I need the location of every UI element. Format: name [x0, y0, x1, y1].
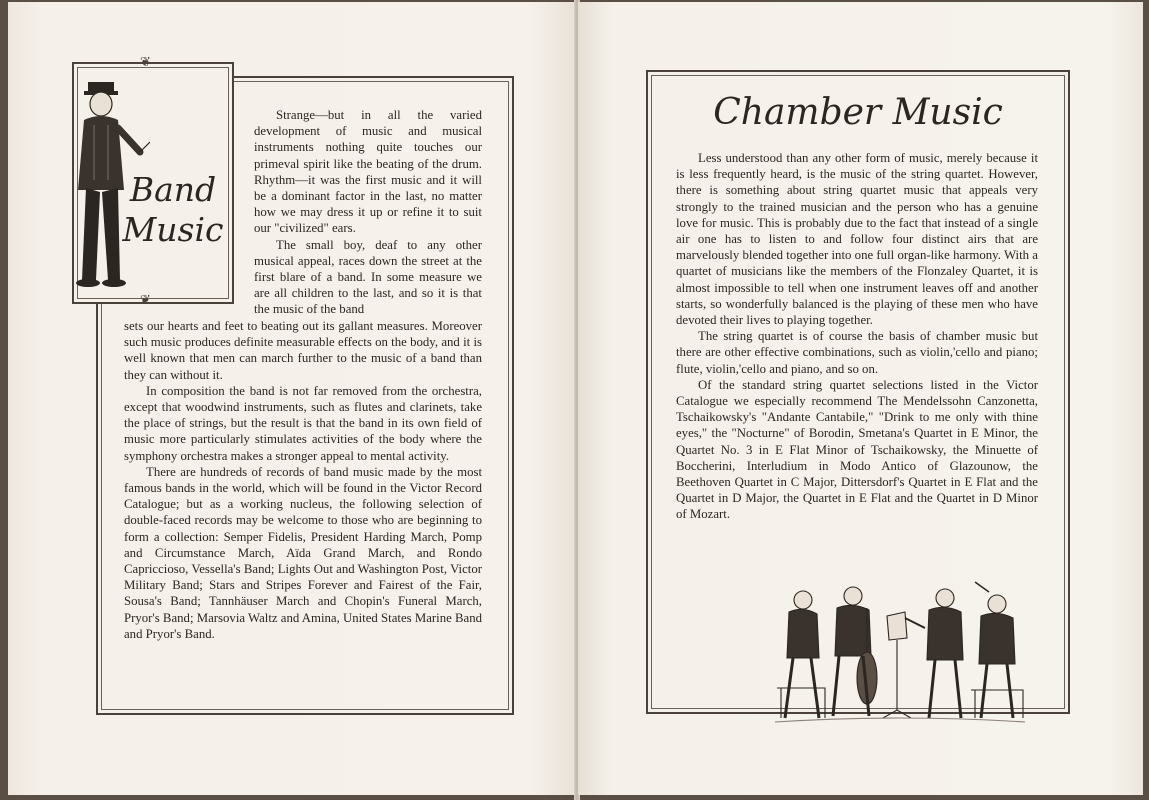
chamber-paragraph: The string quartet is of course the basis of chamber music but there are other effective combinations, such as violin,'cello and piano; flute, violin,'cello and piano, and so on. — [676, 329, 1038, 376]
band-paragraph: Strange—but in all the varied development of music and musical instruments nothing quite touches our primeval spirit like the beating of the drum. Rhythm—it was the first music and it will be a dominant factor in the last, no matter how we may dress it up or refine it to suit our "civilized" ears. — [254, 108, 482, 236]
inset-bottom-ornament: ❦ — [140, 292, 151, 307]
band-text-bottom — [124, 318, 482, 642]
chamber-paragraph: Less understood than any other form of music, merely because it is less frequently heard, is the music of the string quartet. However, there is something about string quartet music that appeals very strongly to the trained musician and the person who has a genuine love for music. This is probably due to the fact that instead of a single air one has to listen to and follow four distinct airs that are marvelously blended together into one full organ-like harmony. With a quartet of musicians like the members of the Flonzaley Quartet, it is almost impossible to tell when one instrument leaves off and another starts, so wonderfully balanced is the playing of these men who have devoted their lives to playing together. — [676, 151, 1038, 328]
band-paragraph: There are hundreds of records of band music made by the most famous bands in the world, which will be found in the Victor Record Catalogue; but as a working nucleus, the following selection of double-faced records may be welcome to those who are beginning to form a collection: Semper Fidelis, President Harding March, Pomp and Circumstance March, Aïda Grand March, and Rondo Capriccioso, Vessella's Band; Lights Out and Washington Post, Victor Military Band; Stars and Stripes Forever and Fairest of the Fair, Sousa's Band; Tannhäuser March and Chopin's Funeral March, Pryor's Band; Marsovia Waltz and Amina, United States Marine Band and Pryor's Band. — [124, 464, 482, 641]
string-quartet-illustration — [775, 578, 1025, 728]
band-text-top — [254, 107, 482, 318]
band-music-heading — [118, 170, 228, 250]
chamber-music-heading: Chamber Music — [713, 92, 1003, 133]
band-paragraph: The small boy, deaf to any other musical appeal, races down the street at the first blare of a band. In some measure we are all children to the last, and so it is that the music of the band — [254, 237, 482, 317]
inset-top-ornament: ❦ — [140, 54, 151, 69]
chamber-paragraph: Of the standard string quartet selections listed in the Victor Catalogue we especially recommend The Mendelssohn Canzonetta, Tschaikowsky's "Andante Cantabile," "Drink to me only with thine eyes," the "Nocturne" of Borodin, Smetana's Quartet in E Minor, the Quartet No. 3 in E Flat Minor of Tschaikowsky, the Minuette of Boccherini, Interludium in Modo Antico of Glazounow, the Beethoven Quartet in C Major, Dittersdorf's Quartet in E Flat and the Quartet in D Major, the Quartet in E Flat and the Quartet in D Minor of Mozart. — [676, 377, 1038, 522]
chamber-text — [676, 150, 1038, 523]
band-heading-line2: Music — [122, 210, 224, 249]
band-heading-line1: Band — [129, 170, 217, 209]
band-paragraph: sets our hearts and feet to beating out its gallant measures. Moreover such music produces definite measurable effects on the body, and it is well known that men can march further to the music of a band than they can without it. — [124, 319, 482, 382]
band-paragraph: In composition the band is not far removed from the orchestra, except that woodwind instruments, such as flutes and clarinets, take the place of strings, but the result is that the band in its own field of music more particularly stimulates activities of the body where the symphony orchestra makes a stronger appeal to mental activity. — [124, 383, 482, 463]
